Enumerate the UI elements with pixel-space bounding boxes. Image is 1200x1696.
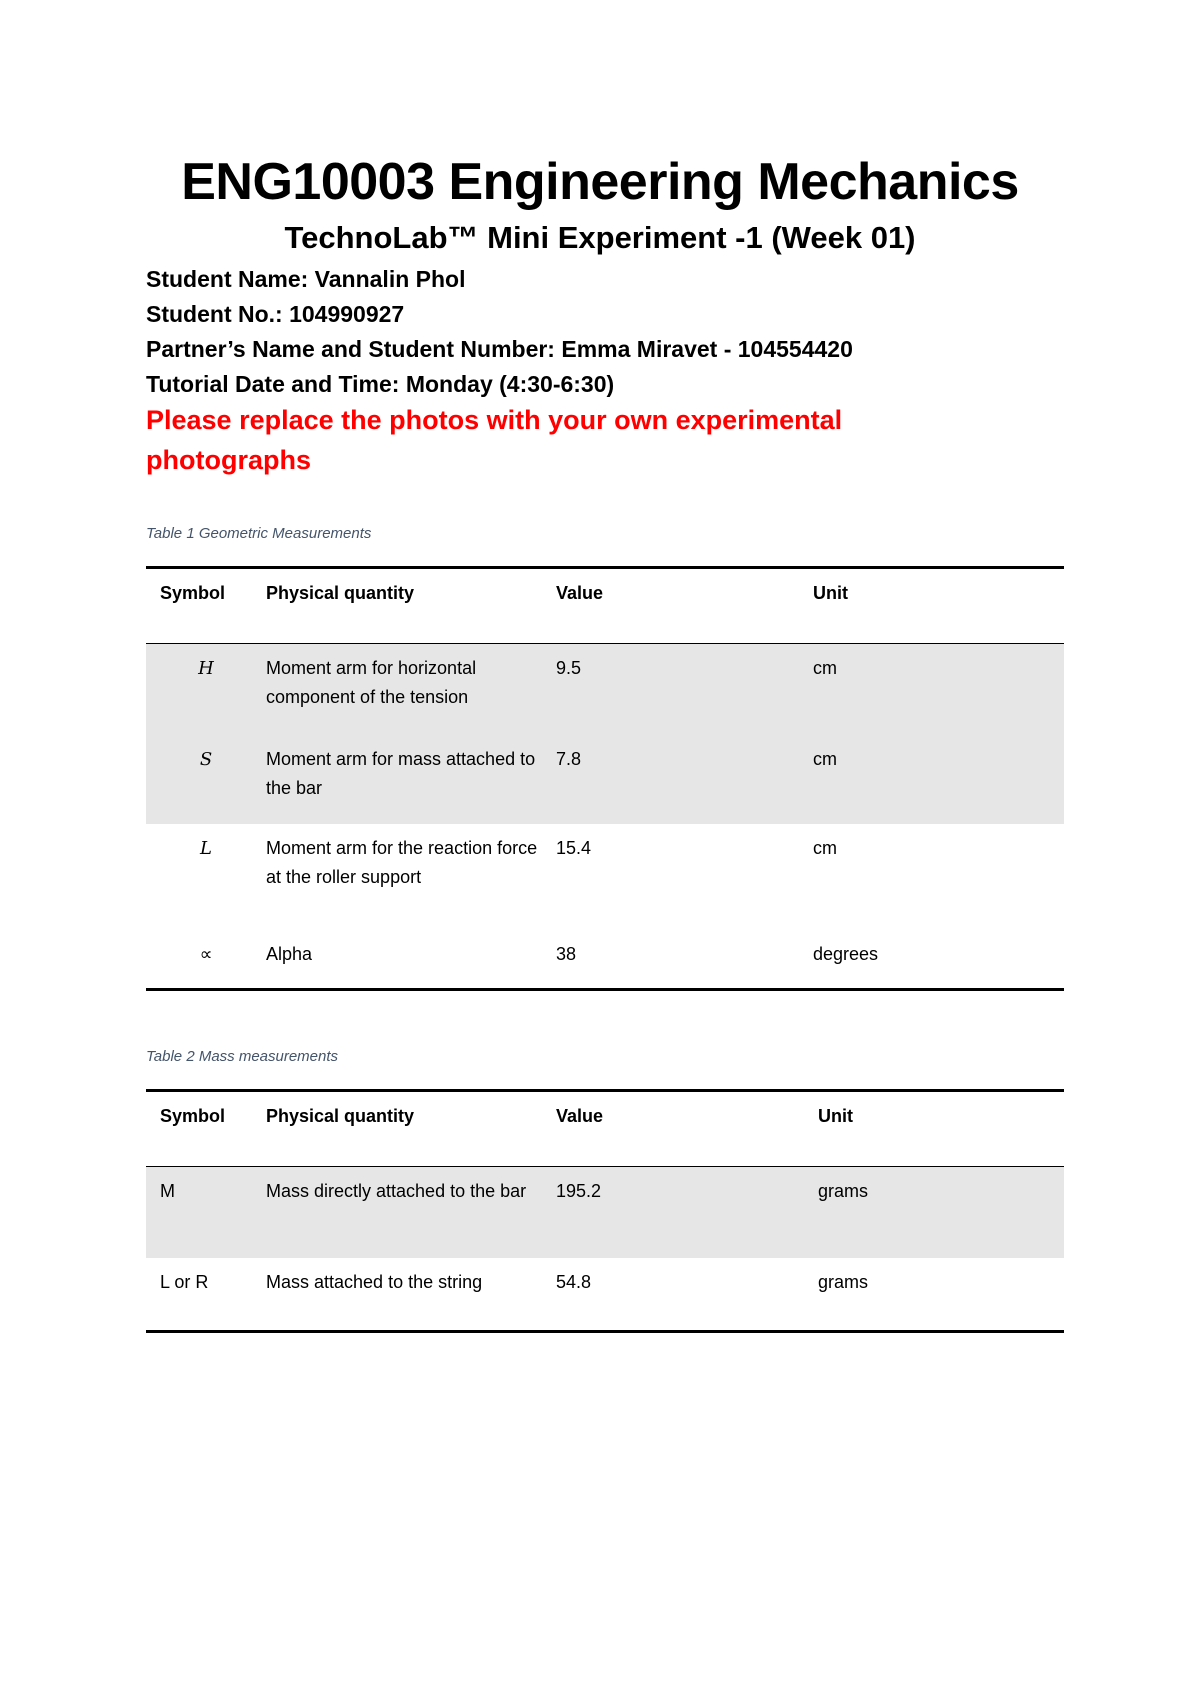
- table2-bottom-rule: [146, 1330, 1064, 1333]
- table-cell-value: 195.2: [556, 1181, 602, 1201]
- table-cell-value: 54.8: [556, 1272, 592, 1292]
- table-row: [146, 930, 1064, 988]
- table-cell-quantity: Mass directly attached to the bar: [266, 1181, 527, 1201]
- table1-header-unit: Unit: [813, 583, 848, 603]
- table2-header-row: [146, 1092, 1064, 1166]
- table1-geometric-measurements: [146, 566, 1064, 991]
- table-row: [146, 644, 1064, 735]
- table1-header-quantity: Physical quantity: [266, 583, 415, 603]
- table2-header-value: Value: [556, 1106, 604, 1126]
- document-subtitle: TechnoLab™ Mini Experiment -1 (Week 01): [284, 220, 916, 255]
- table-row: [146, 735, 1064, 824]
- table-cell-unit: cm: [813, 838, 837, 858]
- table-cell-quantity: Mass attached to the string: [266, 1272, 483, 1292]
- table-cell-quantity: Alpha: [266, 944, 313, 964]
- table1-header-symbol: Symbol: [160, 583, 226, 603]
- table-cell-value: 7.8: [556, 749, 582, 769]
- table1-caption: Table 1 Geometric Measurements: [146, 525, 372, 542]
- table1-header-value: Value: [556, 583, 604, 603]
- tutorial-info: Tutorial Date and Time: Monday (4:30-6:30): [146, 371, 615, 397]
- table2-caption: Table 2 Mass measurements: [146, 1048, 339, 1065]
- table-cell-symbol: S: [199, 749, 213, 770]
- table-cell-unit: grams: [818, 1272, 869, 1292]
- partner-info: Partner’s Name and Student Number: Emma Miravet - 104554420: [146, 336, 853, 362]
- table-cell-quantity: Moment arm for the reaction force at the roller support: [266, 838, 538, 887]
- student-number: Student No.: 104990927: [146, 301, 405, 327]
- table-cell-unit: degrees: [813, 944, 879, 964]
- table-cell-quantity: Moment arm for mass attached to the bar: [266, 749, 536, 798]
- table-cell-value: 38: [556, 944, 577, 964]
- table-cell-symbol: ∝: [199, 944, 213, 964]
- table-cell-value: 9.5: [556, 658, 582, 678]
- document-title: ENG10003 Engineering Mechanics: [181, 153, 1019, 211]
- table-cell-unit: grams: [818, 1181, 869, 1201]
- table-row: [146, 1167, 1064, 1258]
- table-cell-quantity: Moment arm for horizontal component of the tension: [266, 658, 477, 707]
- table2-header-quantity: Physical quantity: [266, 1106, 415, 1126]
- table-cell-symbol: H: [198, 658, 214, 679]
- table2-mass-measurements: [146, 1089, 1064, 1333]
- photo-notice: Please replace the photos with your own experimental photographs: [146, 405, 843, 475]
- student-name: Student Name: Vannalin Phol: [146, 266, 466, 292]
- table-cell-unit: cm: [813, 749, 837, 769]
- student-info: [146, 262, 1066, 402]
- table2-header-unit: Unit: [818, 1106, 853, 1126]
- table-row: [146, 824, 1064, 930]
- table-cell-symbol: M: [160, 1181, 175, 1201]
- table-cell-symbol: L or R: [160, 1272, 209, 1292]
- table-cell-value: 15.4: [556, 838, 592, 858]
- table2-header-symbol: Symbol: [160, 1106, 226, 1126]
- table-cell-symbol: L: [200, 838, 212, 859]
- table1-header-row: [146, 569, 1064, 643]
- table1-bottom-rule: [146, 988, 1064, 991]
- table-cell-unit: cm: [813, 658, 837, 678]
- table-row: [146, 1258, 1064, 1330]
